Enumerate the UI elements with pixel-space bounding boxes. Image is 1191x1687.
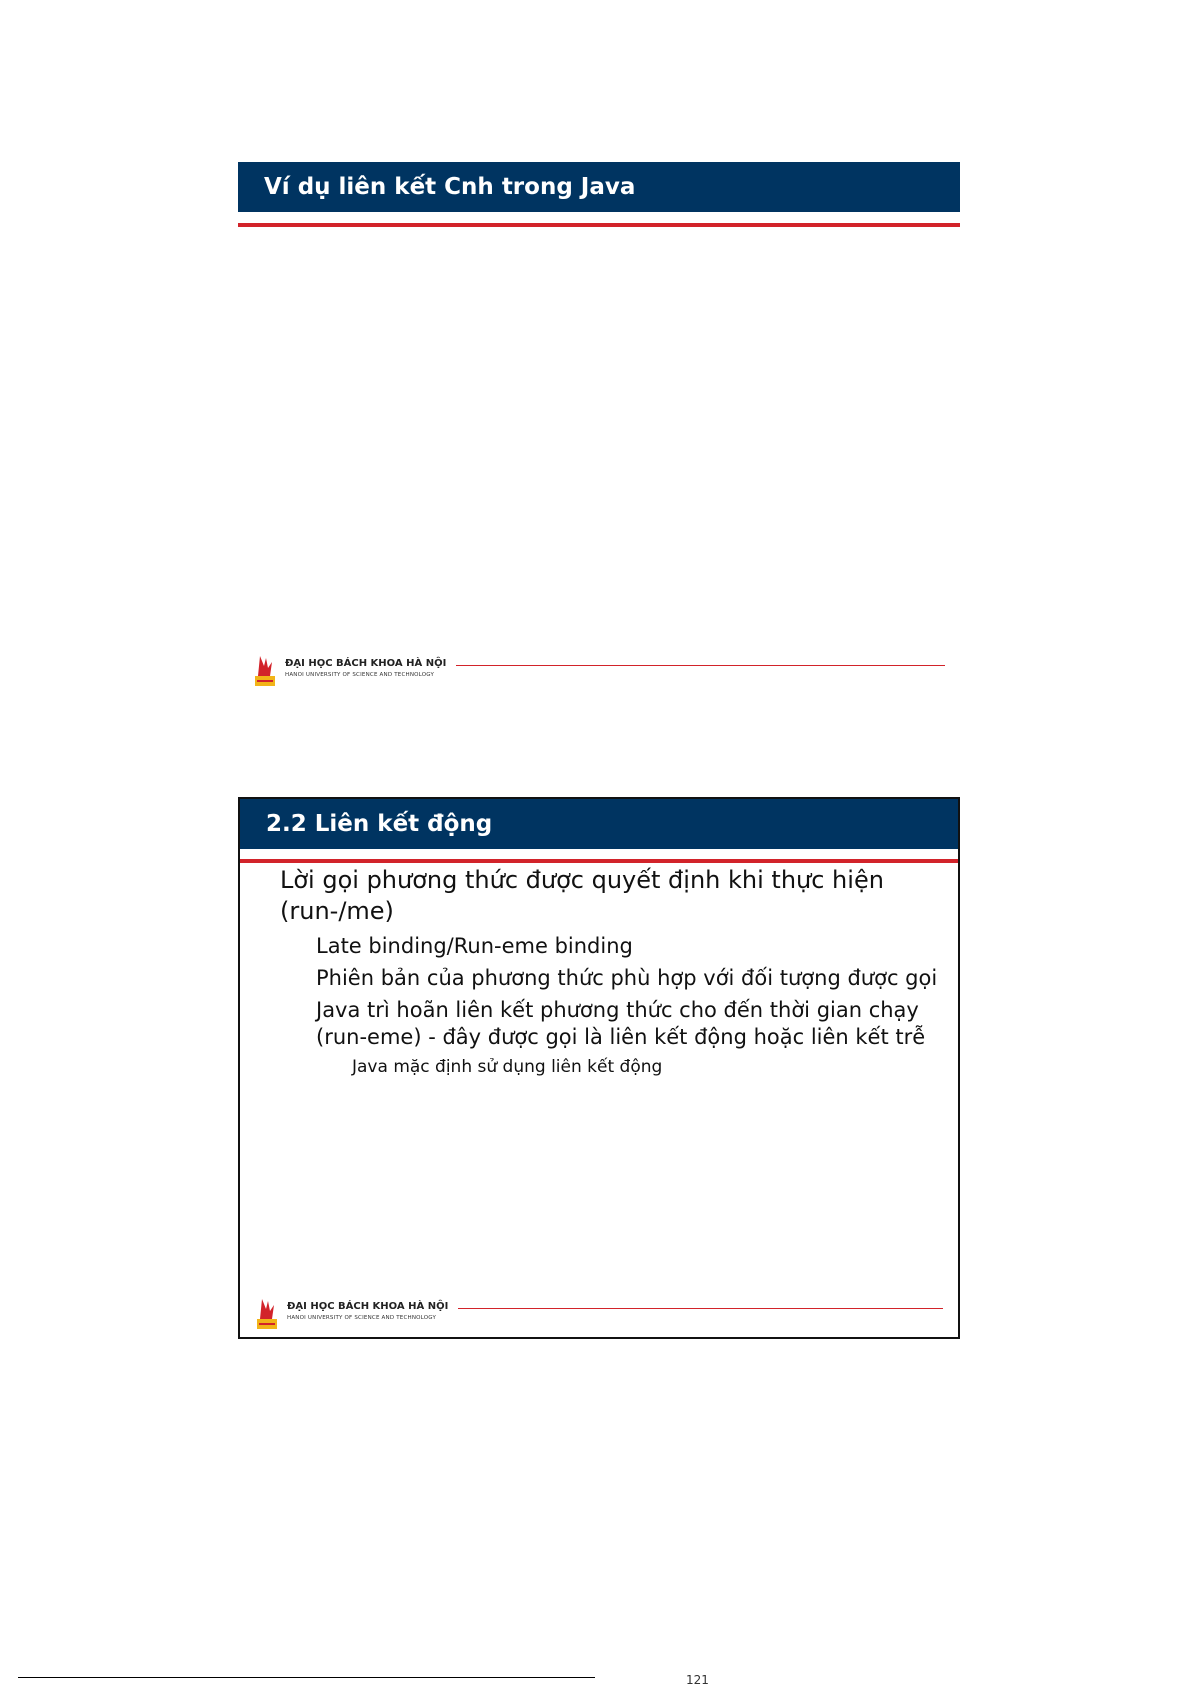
university-logo: [257, 1297, 943, 1329]
slide-title: 2.2 Liên kết động: [240, 799, 958, 849]
university-logo: [255, 654, 945, 686]
title-underline: [240, 859, 958, 863]
bullet-level-2: Late binding/Run-eme binding: [316, 934, 633, 958]
bullet-level-2: Java trì hoãn liên kết phương thức cho đến thời gian chạy (run-eme) - đây được gọi là liên kết động hoặc liên kết trễ: [316, 998, 926, 1049]
footer-line: [458, 1308, 943, 1309]
university-name: ĐẠI HỌC BÁCH KHOA HÀ NỘI: [285, 658, 447, 669]
title-underline: [238, 223, 960, 227]
slide-2: [238, 797, 960, 1339]
footer-line: [456, 665, 945, 666]
page-footer-rule: [18, 1677, 595, 1678]
bullet-level-3: Java mặc định sử dụng liên kết động: [352, 1057, 663, 1077]
university-subtitle: HANOI UNIVERSITY OF SCIENCE AND TECHNOLOGY: [285, 672, 435, 678]
bullet-level-2: Phiên bản của phương thức phù hợp với đối tượng được gọi: [316, 966, 938, 990]
university-crest-icon: [257, 1297, 277, 1329]
slide-content: [280, 865, 938, 1078]
university-name: ĐẠI HỌC BÁCH KHOA HÀ NỘI: [287, 1301, 449, 1312]
slide-1: [238, 162, 960, 694]
university-subtitle: HANOI UNIVERSITY OF SCIENCE AND TECHNOLOGY: [287, 1315, 437, 1321]
university-crest-icon: [255, 654, 275, 686]
bullet-level-1: Lời gọi phương thức được quyết định khi thực hiện (run-/me): [280, 866, 884, 925]
slide-title: Ví dụ liên kết Cnh trong Java: [238, 162, 960, 212]
page-number: 121: [686, 1673, 709, 1687]
